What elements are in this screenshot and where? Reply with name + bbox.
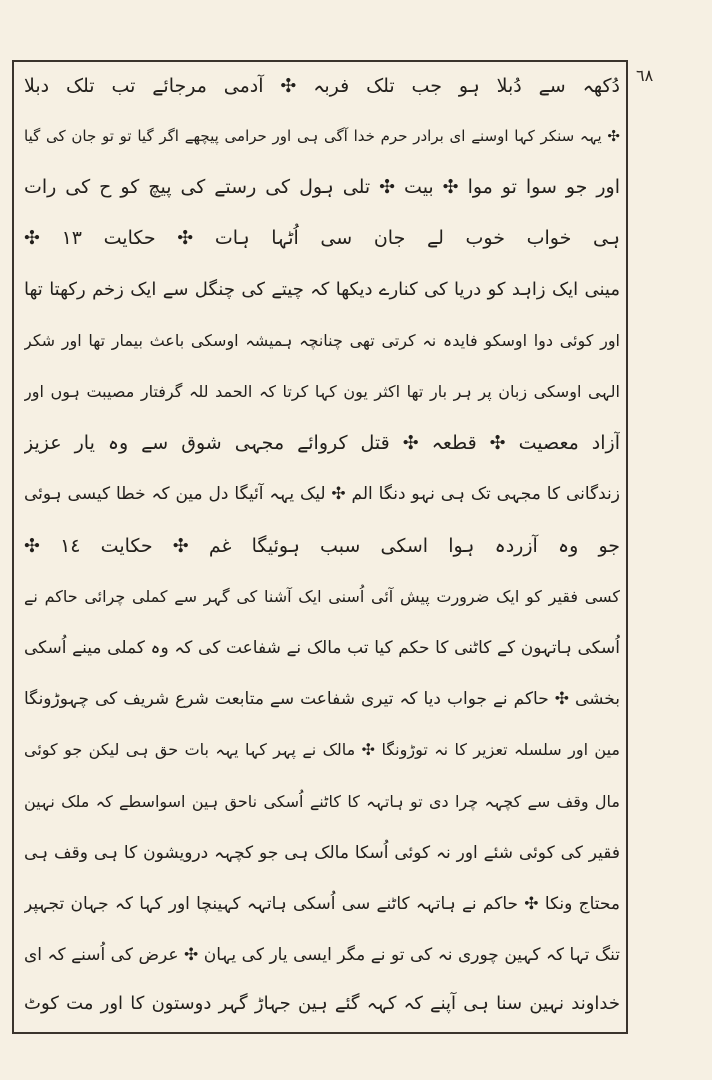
text-line: الہی اوسکی زبان پر ہر بار تھا اکثر یون کہا کرتا کہ الحمد للہ گرفتار مصیبت ہوں اور (24, 382, 620, 401)
page-number: ٦٨ (636, 66, 654, 85)
text-line: آزاد معصیت ✣ قطعہ ✣ قتل کروائے مجہی شوق سے وہ یار عزیز (24, 432, 620, 454)
text-line: خداوند نہین سنا ہی آپنے کہ کہہ گئے ہین جہاڑ گہر دوستون کا اور مت کوٹ (24, 993, 620, 1014)
text-line: فقیر کی کوئی شئے اور نہ کوئی اُسکا مالک ہی جو کچہہ درویشون کا ہی وقف ہی (24, 843, 620, 863)
text-line: کسی فقیر کو ایک ضرورت پیش آئی اُسنی ایک آشنا کی گہر سے کملی چرائی حاکم نے (24, 587, 620, 606)
text-line: اُسکی ہاتہون کے کاٹنی کا حکم کیا تب مالک نے شفاعت کی کہ وہ کملی مینے اُسکی (24, 638, 620, 658)
text-line: جو وہ آزردہ ہوا اسکی سبب ہوئیگا غم ✣ حکایت ١٤ ✣ (24, 535, 620, 557)
text-line: تنگ تہا کہ کہین چوری نہ کی تو نے مگر ایسی یار کی یہان ✣ عرض کی اُسنے کہ ای (24, 945, 620, 965)
text-line: اور کوئی دوا اوسکو فایدہ نہ کرتی تھی چنانچہ ہمیشہ اوسکی باعث بیمار تھا اور شکر (24, 331, 620, 350)
text-line: دُکھہ سے دُبلا ہو جب تلک فربہ ✣ آدمی مرجائے تب تلک دبلا (24, 75, 620, 97)
text-line: ✣ یہہ سنکر کہا اوسنے ای برادر حرم خدا آگی ہی اور حرامی پیچھے اگر گیا تو تو جان کی گیا (24, 127, 620, 145)
text-block (24, 62, 620, 1028)
text-line: بخشی ✣ حاکم نے جواب دیا کہ تیری شفاعت سے متابعت شرع شریف کی چہوڑونگا (24, 689, 620, 709)
text-line: مین اور سلسلہ تعزیر کا نہ توڑونگا ✣ مالک نے پہر کہا یہہ بات حق ہی لیکن جو کوئی (24, 740, 620, 759)
text-line: محتاج ونکا ✣ حاکم نے ہاتہہ کاٹنے سی اُسکی ہاتہہ کہینچا اور کہا کہ جہان تجہپر (24, 894, 620, 914)
text-line: ہی خواب خوب لے جان سی اُٹہا ہات ✣ حکایت ١٣ ✣ (24, 227, 620, 249)
text-line: مال وقف سے کچہہ چرا دی تو ہاتہہ کا کاٹنے اُسکی ناحق ہین اسواسطے کہ ملک نہین (24, 792, 620, 811)
text-line: اور جو سوا تو موا ✣ بیت ✣ تلی ہول کی رستے کی پیچ کو ح کی رات (24, 176, 620, 198)
text-line: مینی ایک زاہد کو دریا کی کنارے دیکھا کہ چیتے کی چنگل سے ایک زخم رکھتا تھا (24, 279, 620, 300)
text-line: زندگانی کا مجہی تک ہی نہو دنگا الم ✣ لیک یہہ آئیگا دل مین کہ خطا کیسی ہوئی (24, 484, 620, 504)
